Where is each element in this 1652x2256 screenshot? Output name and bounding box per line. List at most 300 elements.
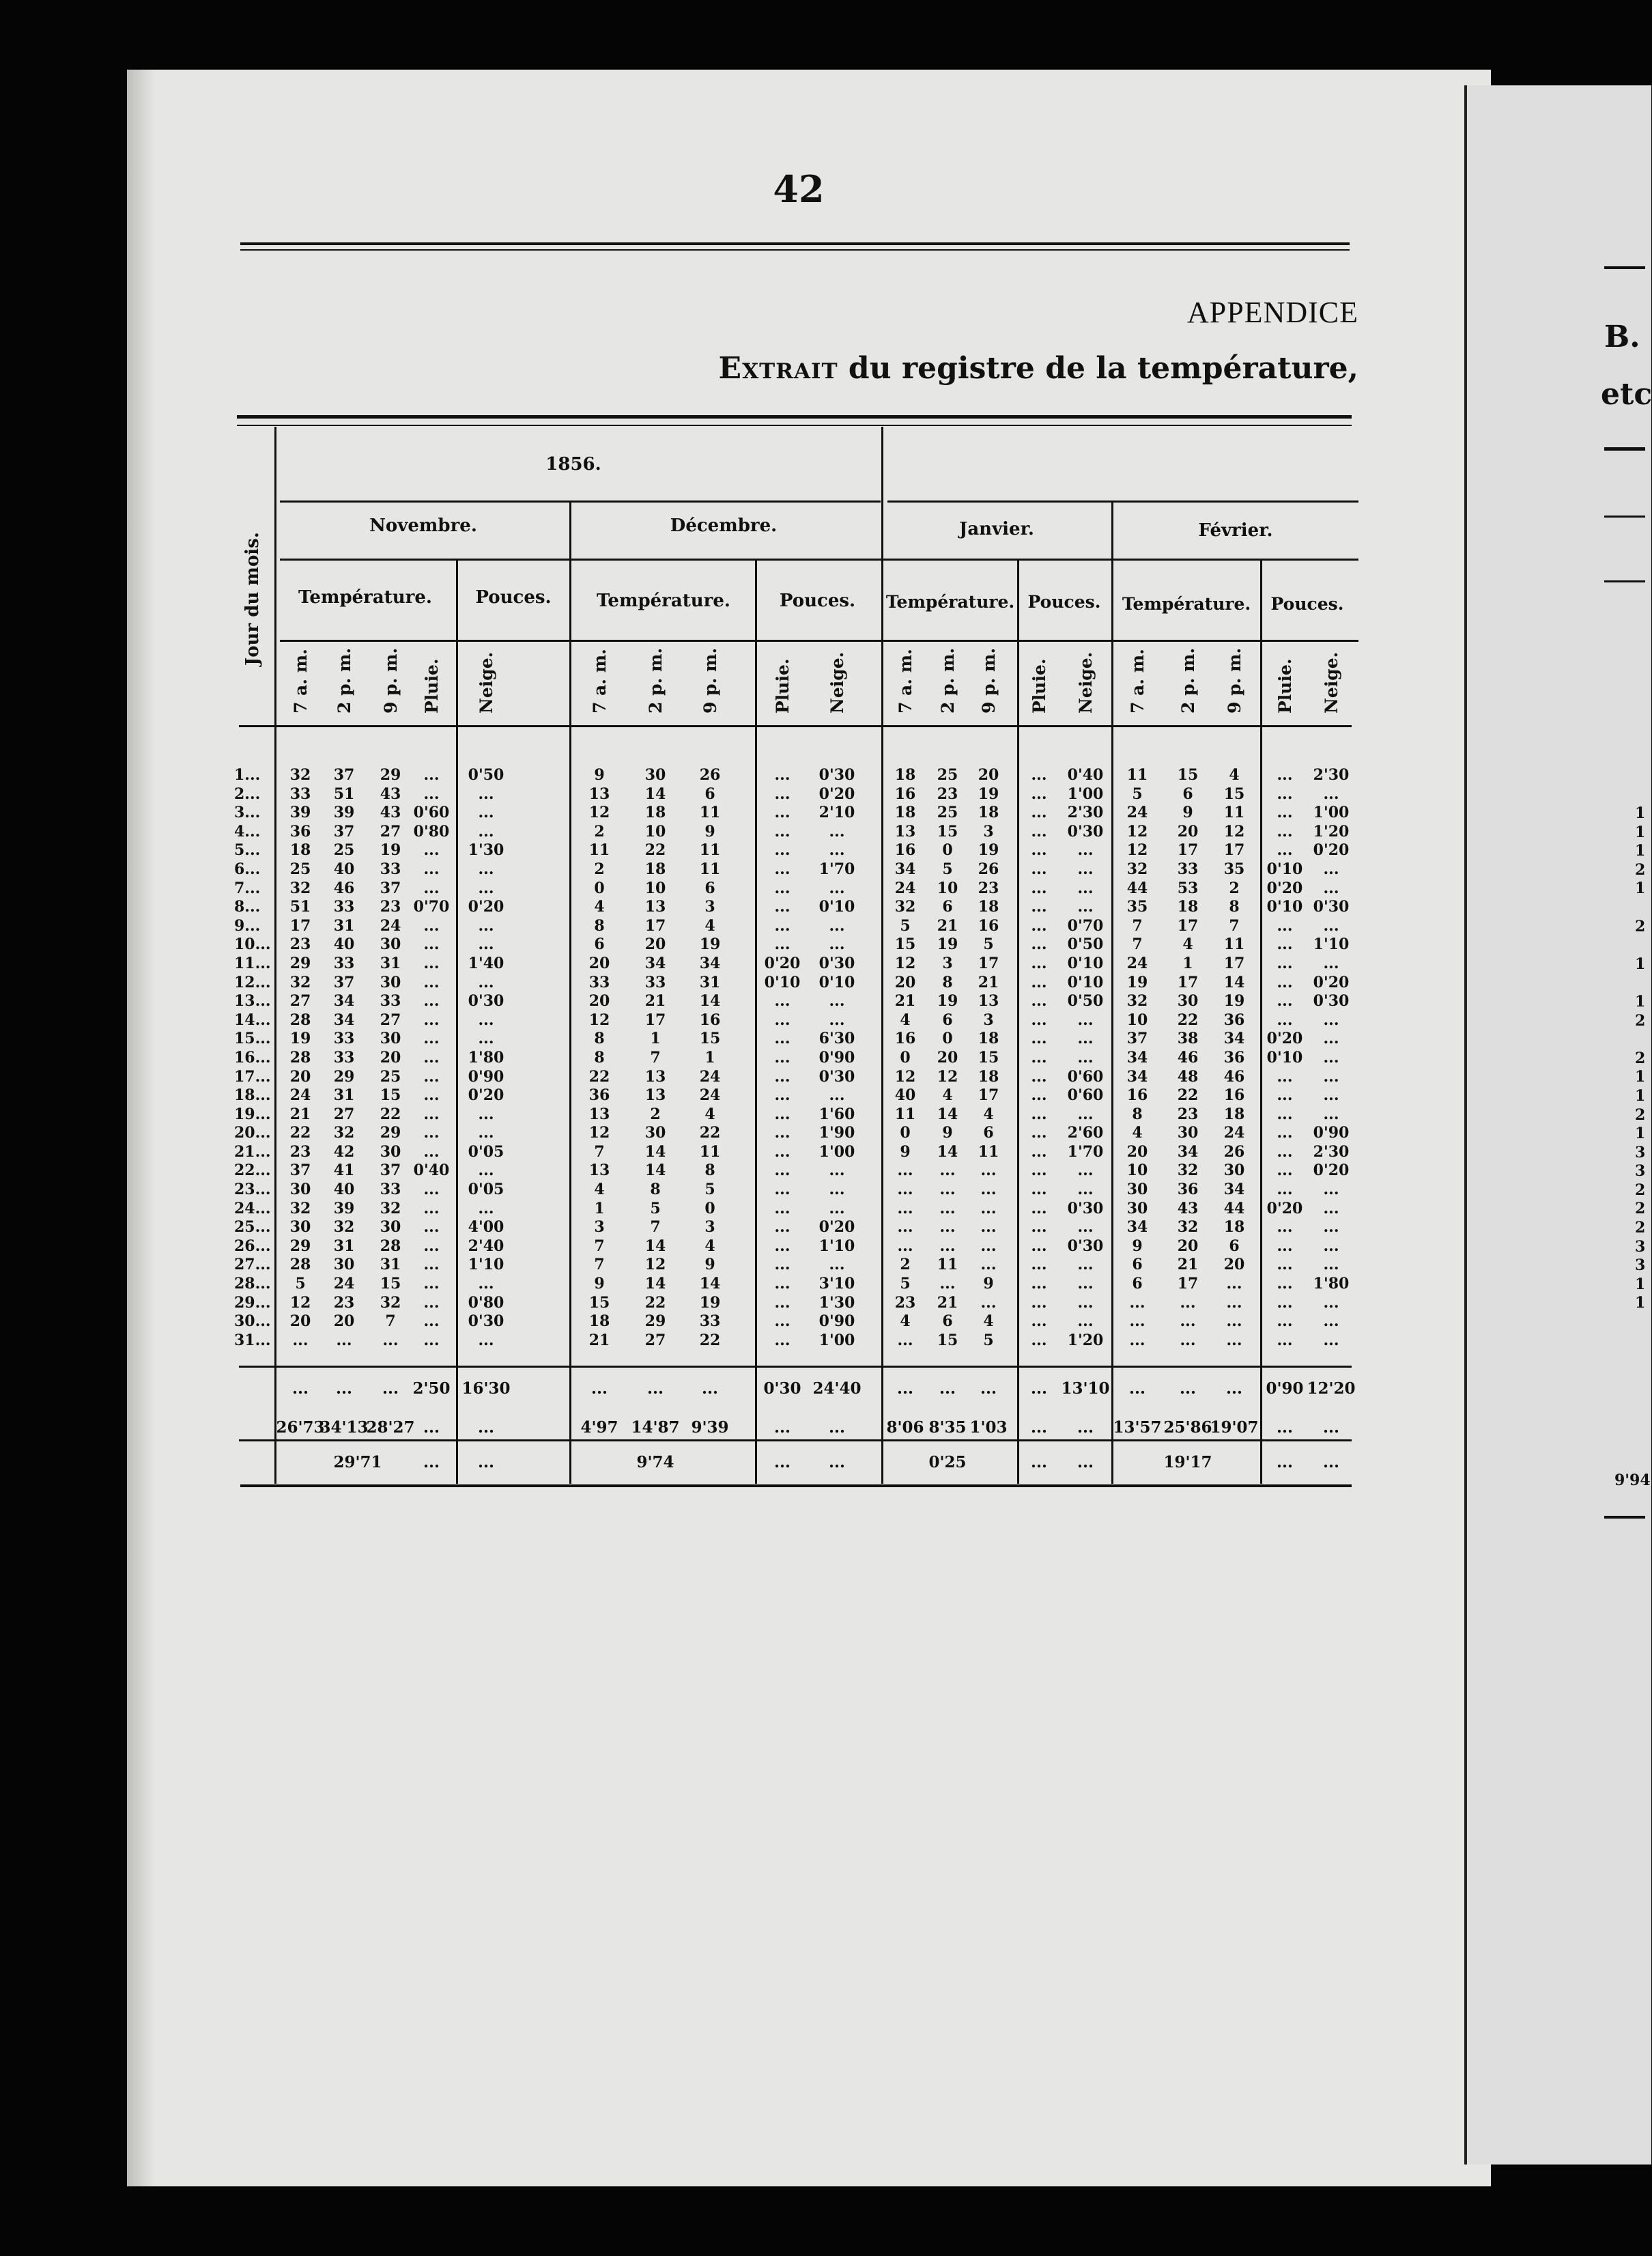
table-cell: 0 (900, 1124, 911, 1142)
table-cell: ... (1031, 898, 1047, 916)
table-cell: 8 (942, 973, 953, 991)
data-column-18 (1264, 766, 1306, 1350)
total-row2-17: 19'07 (1210, 1418, 1259, 1437)
table-cell: 24 (894, 879, 916, 897)
table-cell: ... (423, 992, 440, 1011)
table-cell: 32 (333, 1218, 355, 1237)
table-cell: 19 (699, 935, 721, 954)
hline-year-right (887, 500, 1358, 503)
table-cell: ... (939, 1181, 956, 1199)
col-header-5: 7 a. m. (590, 649, 610, 714)
right-page-number: 3 (1635, 1237, 1646, 1256)
table-cell: 18 (1223, 1105, 1245, 1123)
table-cell: ... (423, 1011, 440, 1029)
table-cell: ... (1277, 1275, 1293, 1293)
table-cell: ... (1077, 841, 1094, 860)
table-cell: 30 (333, 1256, 355, 1274)
table-cell: 19 (380, 841, 401, 860)
table-cell: 14 (644, 1142, 666, 1161)
table-cell: 0'10 (1266, 898, 1303, 916)
total-row1-1: ... (335, 1379, 353, 1398)
hline-totals2 (239, 1439, 1352, 1441)
total-row1-12: ... (980, 1379, 997, 1398)
table-cell: 0'20 (764, 954, 801, 972)
table-cell: 0'90 (1313, 1124, 1350, 1142)
feb-temp-header: Température. (1122, 594, 1251, 614)
table-cell: 29 (289, 954, 311, 972)
data-column-19 (1309, 766, 1354, 1350)
subtitle-rest: du registre de la température, (838, 351, 1358, 386)
table-cell: 0'10 (818, 973, 855, 991)
nov-temp-header: Température. (298, 587, 432, 608)
table-cell: 3 (983, 1011, 994, 1029)
table-cell: 16 (978, 916, 999, 935)
table-cell: ... (1031, 841, 1047, 860)
table-cell: 36 (1223, 1011, 1245, 1029)
table-cell: 20 (1177, 1237, 1199, 1255)
table-cell: 20 (380, 1048, 401, 1067)
table-cell: 18 (1223, 1218, 1245, 1237)
table-cell: ... (1277, 935, 1293, 954)
table-cell: 34 (894, 860, 916, 878)
table-cell: 5 (704, 1181, 715, 1199)
table-cell: ... (939, 1218, 956, 1237)
col-header-8: Pluie. (773, 658, 793, 714)
day-16: 16... (234, 1048, 271, 1067)
table-cell: 30 (380, 1030, 401, 1048)
table-cell: ... (1031, 1218, 1047, 1237)
table-cell: ... (1031, 1086, 1047, 1105)
table-cell: 18 (894, 804, 916, 822)
table-cell: 0'10 (1266, 1048, 1303, 1067)
table-cell: 6 (704, 785, 715, 803)
table-cell: ... (980, 1293, 997, 1312)
dec-temp-header: Température. (597, 591, 730, 611)
right-page-number: 3 (1635, 1162, 1646, 1181)
right-page-number: 2 (1635, 1200, 1646, 1218)
table-cell: 43 (1177, 1199, 1199, 1217)
table-subtitle (719, 351, 1358, 386)
table-cell: 9 (942, 1124, 953, 1142)
subtitle-smallcaps: Extrait (718, 351, 838, 386)
table-cell: ... (1077, 1181, 1094, 1199)
table-cell: 8 (650, 1181, 661, 1199)
table-cell: 1 (704, 1048, 715, 1067)
table-cell: ... (829, 1181, 845, 1199)
right-page-rule-4 (1604, 580, 1645, 582)
day-column-header: Jour du mois. (242, 532, 263, 666)
day-21: 21... (234, 1142, 271, 1161)
table-cell: ... (774, 1331, 791, 1349)
col-header-0: 7 a. m. (291, 649, 311, 714)
total-row2-14: ... (1077, 1418, 1094, 1437)
table-cell: ... (1031, 1105, 1047, 1123)
table-cell: ... (1031, 954, 1047, 972)
table-cell: 1'80 (1313, 1275, 1350, 1293)
table-cell: ... (1180, 1293, 1196, 1312)
total-row2-19: ... (1322, 1418, 1340, 1437)
table-cell: ... (423, 1124, 440, 1142)
table-cell: 0'70 (413, 898, 450, 916)
hline-colheads (239, 725, 1352, 727)
day-2: 2... (234, 785, 261, 803)
table-cell: 2 (1229, 879, 1240, 897)
table-cell: 0'20 (468, 898, 504, 916)
table-cell: 34 (1223, 1181, 1245, 1199)
table-cell: 36 (289, 822, 311, 841)
table-cell: 32 (1177, 1218, 1199, 1237)
table-cell: ... (774, 785, 791, 803)
data-column-3 (411, 766, 452, 1350)
table-cell: ... (897, 1237, 913, 1255)
right-page-rule-3 (1604, 516, 1645, 518)
total-row1-2: ... (382, 1379, 399, 1398)
data-column-5 (575, 766, 623, 1350)
table-cell: 24 (1126, 804, 1148, 822)
table-cell: 6 (594, 935, 605, 954)
table-cell: 15 (588, 1293, 610, 1312)
table-cell: 0'20 (1266, 1199, 1303, 1217)
table-cell: 0'30 (1067, 822, 1104, 841)
table-cell: ... (774, 1256, 791, 1274)
table-cell: ... (423, 1067, 440, 1086)
table-cell: 2 (650, 1105, 661, 1123)
table-cell: 46 (333, 879, 355, 897)
total-row2-12: 1'03 (969, 1418, 1008, 1437)
data-column-7 (686, 766, 734, 1350)
month-decembre: Décembre. (670, 516, 778, 536)
right-page-number: 1 (1635, 879, 1646, 898)
right-page-number: 1 (1635, 823, 1646, 841)
table-cell: 30 (1126, 1181, 1148, 1199)
table-cell: 4 (983, 1105, 994, 1123)
table-cell: 2 (594, 860, 605, 878)
table-cell: ... (1277, 1181, 1293, 1199)
table-cell: ... (423, 1312, 440, 1331)
table-cell: ... (1277, 1124, 1293, 1142)
table-cell: ... (478, 785, 494, 803)
table-cell: ... (829, 841, 845, 860)
table-cell: 1 (650, 1030, 661, 1048)
table-cell: 0'30 (1067, 1199, 1104, 1217)
table-cell: 42 (333, 1142, 355, 1161)
table-cell: ... (382, 1331, 399, 1349)
table-cell: 7 (1132, 916, 1143, 935)
table-cell: 11 (1126, 766, 1148, 784)
data-column-16 (1165, 766, 1210, 1350)
table-cell: 16 (894, 1030, 916, 1048)
table-cell: 33 (1177, 860, 1199, 878)
table-cell: 14 (699, 1275, 721, 1293)
table-cell: 28 (289, 1048, 311, 1067)
table-cell: 32 (289, 766, 311, 784)
table-cell: 1'30 (468, 841, 504, 860)
table-cell: 24 (1126, 954, 1148, 972)
table-cell: 6 (983, 1124, 994, 1142)
table-cell: 30 (380, 973, 401, 991)
table-cell: ... (1226, 1331, 1242, 1349)
table-cell: ... (980, 1256, 997, 1274)
table-cell: ... (774, 766, 791, 784)
table-cell: ... (897, 1331, 913, 1349)
hline-subheads (280, 640, 1358, 642)
table-cell: 9 (594, 1275, 605, 1293)
total-row1-6: ... (646, 1379, 664, 1398)
table-cell: 15 (937, 1331, 958, 1349)
table-cell: 7 (594, 1142, 605, 1161)
table-cell: 4 (1132, 1124, 1143, 1142)
table-cell: 34 (1126, 1048, 1148, 1067)
table-cell: ... (774, 1048, 791, 1067)
table-cell: 32 (1126, 860, 1148, 878)
top-rule-thin (240, 249, 1350, 251)
table-cell: 12 (937, 1067, 958, 1086)
table-cell: 34 (644, 954, 666, 972)
table-cell: ... (1077, 1048, 1094, 1067)
table-cell: 30 (380, 1218, 401, 1237)
table-cell: 33 (289, 785, 311, 803)
table-cell: 19 (937, 935, 958, 954)
table-cell: 32 (380, 1199, 401, 1217)
table-cell: 0'50 (1067, 935, 1104, 954)
table-cell: 40 (333, 1181, 355, 1199)
table-bottom-rule (240, 1484, 1352, 1487)
hline-year (280, 500, 881, 503)
day-18: 18... (234, 1086, 271, 1105)
table-cell: 30 (1126, 1199, 1148, 1217)
table-cell: ... (478, 822, 494, 841)
data-column-8 (758, 766, 806, 1350)
right-page-number: 3 (1635, 1143, 1646, 1161)
table-cell: 0'20 (468, 1086, 504, 1105)
table-cell: ... (423, 1256, 440, 1274)
table-cell: ... (1323, 785, 1339, 803)
table-cell: 23 (333, 1293, 355, 1312)
table-cell: 13 (978, 992, 999, 1011)
table-cell: ... (1323, 1293, 1339, 1312)
table-cell: 2'40 (468, 1237, 504, 1255)
day-14: 14... (234, 1011, 271, 1029)
table-cell: 30 (644, 1124, 666, 1142)
table-cell: 17 (978, 1086, 999, 1105)
table-cell: 6 (1182, 785, 1193, 803)
table-cell: ... (423, 1293, 440, 1312)
table-cell: 14 (644, 785, 666, 803)
data-column-14 (1064, 766, 1107, 1350)
total-row3-6: 0'25 (928, 1453, 967, 1471)
table-cell: 0'30 (1313, 992, 1350, 1011)
table-cell: ... (423, 766, 440, 784)
table-cell: 16 (894, 841, 916, 860)
table-cell: 0'10 (818, 898, 855, 916)
table-cell: ... (423, 1199, 440, 1217)
table-cell: 7 (385, 1312, 396, 1331)
table-cell: 16 (1126, 1086, 1148, 1105)
table-cell: 18 (894, 766, 916, 784)
table-cell: 11 (699, 860, 721, 878)
table-cell: 30 (1223, 1161, 1245, 1180)
table-cell: 24 (1223, 1124, 1245, 1142)
total-row1-9: 24'40 (812, 1379, 861, 1398)
table-cell: 0'20 (818, 785, 855, 803)
total-row1-15: ... (1128, 1379, 1146, 1398)
right-page-number: 2 (1635, 1105, 1646, 1124)
table-cell: 0'10 (1266, 860, 1303, 878)
table-cell: 0'20 (1266, 1030, 1303, 1048)
total-row2-4: ... (477, 1418, 495, 1437)
table-cell: ... (1031, 860, 1047, 878)
col-header-12: 9 p. m. (979, 647, 999, 714)
table-cell: 20 (289, 1312, 311, 1331)
table-cell: 27 (333, 1105, 355, 1123)
table-cell: ... (774, 992, 791, 1011)
table-cell: 38 (1177, 1030, 1199, 1048)
table-cell: 40 (894, 1086, 916, 1105)
table-cell: 3'10 (818, 1275, 855, 1293)
table-cell: 12 (1223, 822, 1245, 841)
table-cell: ... (897, 1199, 913, 1217)
table-cell: ... (774, 1312, 791, 1331)
total-row1-17: ... (1225, 1379, 1243, 1398)
table-cell: 21 (289, 1105, 311, 1123)
col-header-10: 7 a. m. (896, 649, 915, 714)
table-cell: 12 (588, 1011, 610, 1029)
table-cell: 1'70 (1067, 1142, 1104, 1161)
top-rule (240, 242, 1350, 245)
table-cell: ... (1277, 1086, 1293, 1105)
table-cell: ... (1031, 1256, 1047, 1274)
table-cell: 30 (289, 1181, 311, 1199)
table-cell: 19 (289, 1030, 311, 1048)
table-cell: 32 (1177, 1161, 1199, 1180)
table-cell: 5 (983, 935, 994, 954)
table-cell: 33 (380, 860, 401, 878)
table-cell: 0'20 (1266, 879, 1303, 897)
table-cell: 2'30 (1313, 766, 1350, 784)
table-cell: 11 (1223, 804, 1245, 822)
table-cell: 37 (333, 766, 355, 784)
total-row3-8: ... (1077, 1453, 1094, 1471)
table-cell: ... (774, 1237, 791, 1255)
table-cell: ... (829, 916, 845, 935)
table-cell: ... (292, 1331, 309, 1349)
table-cell: ... (1323, 1030, 1339, 1048)
month-fevrier: Février. (1198, 520, 1273, 541)
table-cell: 5 (900, 1275, 911, 1293)
total-row3-7: ... (1030, 1453, 1048, 1471)
right-page-number: 1 (1635, 1275, 1646, 1293)
total-row3-10: ... (1276, 1453, 1294, 1471)
table-cell: 16 (699, 1011, 721, 1029)
table-cell: 32 (289, 973, 311, 991)
table-cell: ... (1077, 1030, 1094, 1048)
table-cell: ... (423, 1331, 440, 1349)
total-row1-4: 16'30 (461, 1379, 511, 1398)
vline-feb-pouces (1260, 560, 1262, 1484)
table-cell: 30 (380, 935, 401, 954)
table-cell: ... (1031, 1011, 1047, 1029)
table-cell: ... (829, 879, 845, 897)
table-cell: 4 (1229, 766, 1240, 784)
right-page-number: 3 (1635, 1256, 1646, 1275)
table-cell: ... (478, 1124, 494, 1142)
total-row3-2: ... (477, 1453, 495, 1471)
table-cell: 23 (937, 785, 958, 803)
table-cell: 11 (894, 1105, 916, 1123)
table-cell: 20 (937, 1048, 958, 1067)
table-cell: ... (478, 1105, 494, 1123)
table-cell: ... (1277, 1161, 1293, 1180)
table-cell: 23 (380, 898, 401, 916)
table-cell: 37 (333, 973, 355, 991)
table-cell: 33 (333, 898, 355, 916)
table-cell: ... (1226, 1293, 1242, 1312)
table-cell: ... (423, 1048, 440, 1067)
table-cell: ... (774, 1105, 791, 1123)
table-cell: 29 (380, 766, 401, 784)
table-cell: 34 (333, 992, 355, 1011)
table-cell: 16 (1223, 1086, 1245, 1105)
table-cell: 1 (1182, 954, 1193, 972)
table-cell: ... (1277, 973, 1293, 991)
right-page-number: 2 (1635, 917, 1646, 935)
table-cell: 6 (942, 1312, 953, 1331)
table-top-rule (237, 415, 1352, 419)
table-top-rule-thin (237, 425, 1352, 426)
table-cell: ... (1277, 1293, 1293, 1312)
table-cell: 22 (588, 1067, 610, 1086)
table-cell: 17 (1177, 841, 1199, 860)
table-cell: ... (1031, 935, 1047, 954)
table-cell: 21 (978, 973, 999, 991)
table-cell: ... (478, 860, 494, 878)
table-cell: ... (1031, 1275, 1047, 1293)
table-cell: 12 (894, 954, 916, 972)
right-page-number: 2 (1635, 1049, 1646, 1067)
col-header-2: 9 p. m. (381, 647, 401, 714)
table-cell: 18 (644, 860, 666, 878)
day-22: 22... (234, 1161, 271, 1180)
day-23: 23... (234, 1181, 271, 1199)
table-cell: 0 (942, 841, 953, 860)
vline-day (274, 427, 276, 1484)
table-cell: ... (1323, 1237, 1339, 1255)
table-cell: ... (897, 1161, 913, 1180)
table-cell: 8 (594, 1030, 605, 1048)
data-column-6 (631, 766, 679, 1350)
table-cell: 20 (1126, 1142, 1148, 1161)
table-cell: 18 (978, 804, 999, 822)
table-cell: ... (1031, 1312, 1047, 1331)
table-cell: ... (829, 1086, 845, 1105)
table-cell: ... (1129, 1331, 1145, 1349)
table-cell: ... (1277, 1312, 1293, 1331)
table-cell: ... (1129, 1312, 1145, 1331)
col-header-13: Pluie. (1029, 658, 1049, 714)
table-cell: ... (1077, 879, 1094, 897)
right-page-number: 2 (1635, 1011, 1646, 1030)
table-cell: 23 (289, 935, 311, 954)
table-cell: 6 (1229, 1237, 1240, 1255)
table-cell: 23 (894, 1293, 916, 1312)
page-number: 42 (773, 167, 825, 211)
day-6: 6... (234, 860, 261, 878)
table-cell: 0'20 (1313, 1161, 1350, 1180)
table-cell: 1'30 (818, 1293, 855, 1312)
day-4: 4... (234, 822, 261, 841)
table-cell: 25 (937, 766, 958, 784)
table-cell: 33 (588, 973, 610, 991)
